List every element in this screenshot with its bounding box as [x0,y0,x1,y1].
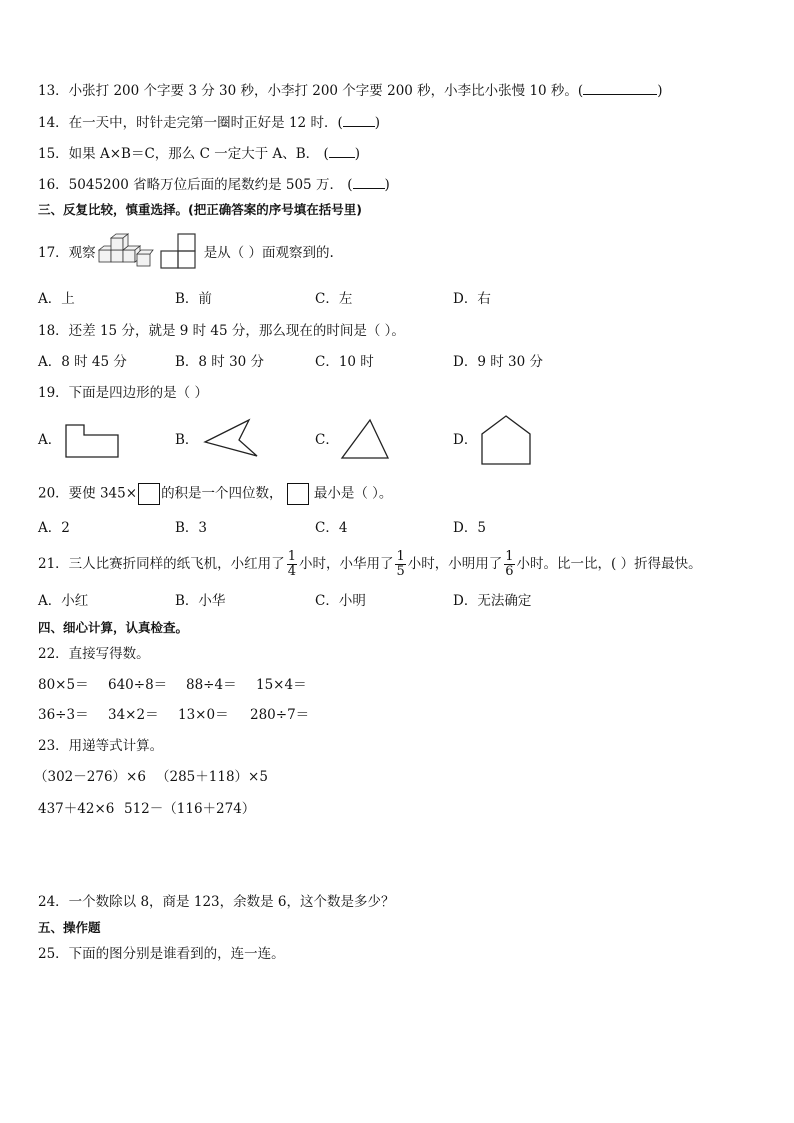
question-17-prefix: 17．观察 [38,245,96,261]
answer-box[interactable] [138,483,160,505]
calc-expression: 437＋42×6 [38,801,115,817]
question-22: 22．直接写得数。 [38,646,150,662]
pentagon-figure [479,414,533,466]
q17-option-d[interactable]: D．右 [453,291,491,307]
q18-option-d[interactable]: D．9 时 30 分 [453,354,543,370]
q18-option-a[interactable]: A．8 时 45 分 [38,354,127,370]
section-5-heading: 五、操作题 [38,920,101,935]
question-17-suffix: 是从（ ）面观察到的. [203,245,334,261]
q20-option-d[interactable]: D．5 [453,520,486,536]
question-15 [38,145,360,163]
fraction-xiaohua: $\frac{1}{5}$ [396,549,405,579]
question-24: 24．一个数除以 8，商是 123，余数是 6，这个数是多少？ [38,894,395,910]
answer-box[interactable] [287,483,309,505]
question-15-text: 15．如果 A×B＝C，那么 C 一定大于 A、B． ( [38,146,329,162]
answer-blank[interactable] [353,176,385,189]
q18-option-c[interactable]: C．10 时 [315,354,374,370]
q19-option-b[interactable]: B． [175,432,199,448]
calc-item: 34×2＝ [108,707,159,723]
calc-item: 88÷4＝ [186,677,237,693]
question-21-prefix: 21．三人比赛折同样的纸飞机，小红用了 [38,556,285,572]
question-16-text: 16．5045200 省略万位后面的尾数约是 505 万． ( [38,177,353,193]
q19-option-d[interactable]: D． [453,432,478,448]
question-20 [38,483,392,505]
q20-option-a[interactable]: A．2 [38,520,70,536]
q21-option-d[interactable]: D．无法确定 [453,593,532,609]
section-4-heading: 四、细心计算，认真检查。 [38,620,189,635]
concave-quadrilateral-figure [203,418,261,460]
q17-option-a[interactable]: A．上 [38,291,75,307]
fraction-xiaoming: $\frac{1}{6}$ [505,549,514,579]
question-23: 23．用递等式计算。 [38,738,164,754]
q20-option-b[interactable]: B．3 [175,520,208,536]
question-20-middle: 的积是一个四位数， [161,485,283,502]
answer-blank[interactable] [329,145,355,158]
question-13-text: 13．小张打 200 个字要 3 分 30 秒，小李打 200 个字要 200 秒，小李比小张慢 10 秒。( [38,83,584,99]
calc-item: 15×4＝ [256,677,307,693]
question-19: 19．下面是四边形的是（ ） [38,385,208,401]
question-21-suffix: 小时。比一比，( ）折得最快。 [516,556,702,572]
answer-blank[interactable] [583,82,657,95]
question-14 [38,114,380,132]
q17-option-c[interactable]: C．左 [315,291,353,307]
calc-expression: （302－276）×6 [34,769,146,785]
question-21-part3: 小时，小明用了 [407,556,503,572]
view-shape-figure [161,232,197,270]
question-18: 18．还差 15 分，就是 9 时 45 分，那么现在的时间是（ ）。 [38,323,405,339]
paren-close: ) [384,177,390,193]
q21-option-c[interactable]: C．小明 [315,593,366,609]
question-25: 25．下面的图分别是谁看到的，连一连。 [38,946,285,962]
q19-option-c[interactable]: C． [315,432,339,448]
q21-option-a[interactable]: A．小红 [38,593,89,609]
paren-close: ) [374,115,380,131]
q18-option-b[interactable]: B．8 时 30 分 [175,354,265,370]
calc-expression: 512－（116＋274） [124,801,256,817]
answer-blank[interactable] [343,114,375,127]
calc-item: 280÷7＝ [250,707,310,723]
section-3-heading: 三、反复比较，慎重选择。(把正确答案的序号填在括号里) [38,202,362,217]
q17-option-b[interactable]: B．前 [175,291,212,307]
question-20-suffix: 最小是（ ）。 [309,485,393,502]
calc-item: 80×5＝ [38,677,89,693]
q19-option-a[interactable]: A． [38,432,62,448]
q21-option-b[interactable]: B．小华 [175,593,226,609]
paren-close: ) [354,146,360,162]
cube-stack-figure [97,230,153,270]
question-20-prefix: 20．要使 345× [38,485,138,502]
calc-expression: （285＋118）×5 [156,769,268,785]
question-16 [38,176,390,194]
calc-item: 640÷8＝ [108,677,168,693]
question-14-text: 14．在一天中，时针走完第一圈时正好是 12 时．( [38,115,343,131]
paren-close: ) [657,83,663,99]
question-13 [38,82,662,100]
question-21 [38,548,702,580]
calc-item: 36÷3＝ [38,707,89,723]
question-21-part2: 小时，小华用了 [298,556,394,572]
triangle-figure [340,418,390,462]
fraction-xiaohong: $\frac{1}{4}$ [287,549,296,579]
q20-option-c[interactable]: C．4 [315,520,348,536]
l-shape-figure [64,423,120,459]
calc-item: 13×0＝ [178,707,229,723]
